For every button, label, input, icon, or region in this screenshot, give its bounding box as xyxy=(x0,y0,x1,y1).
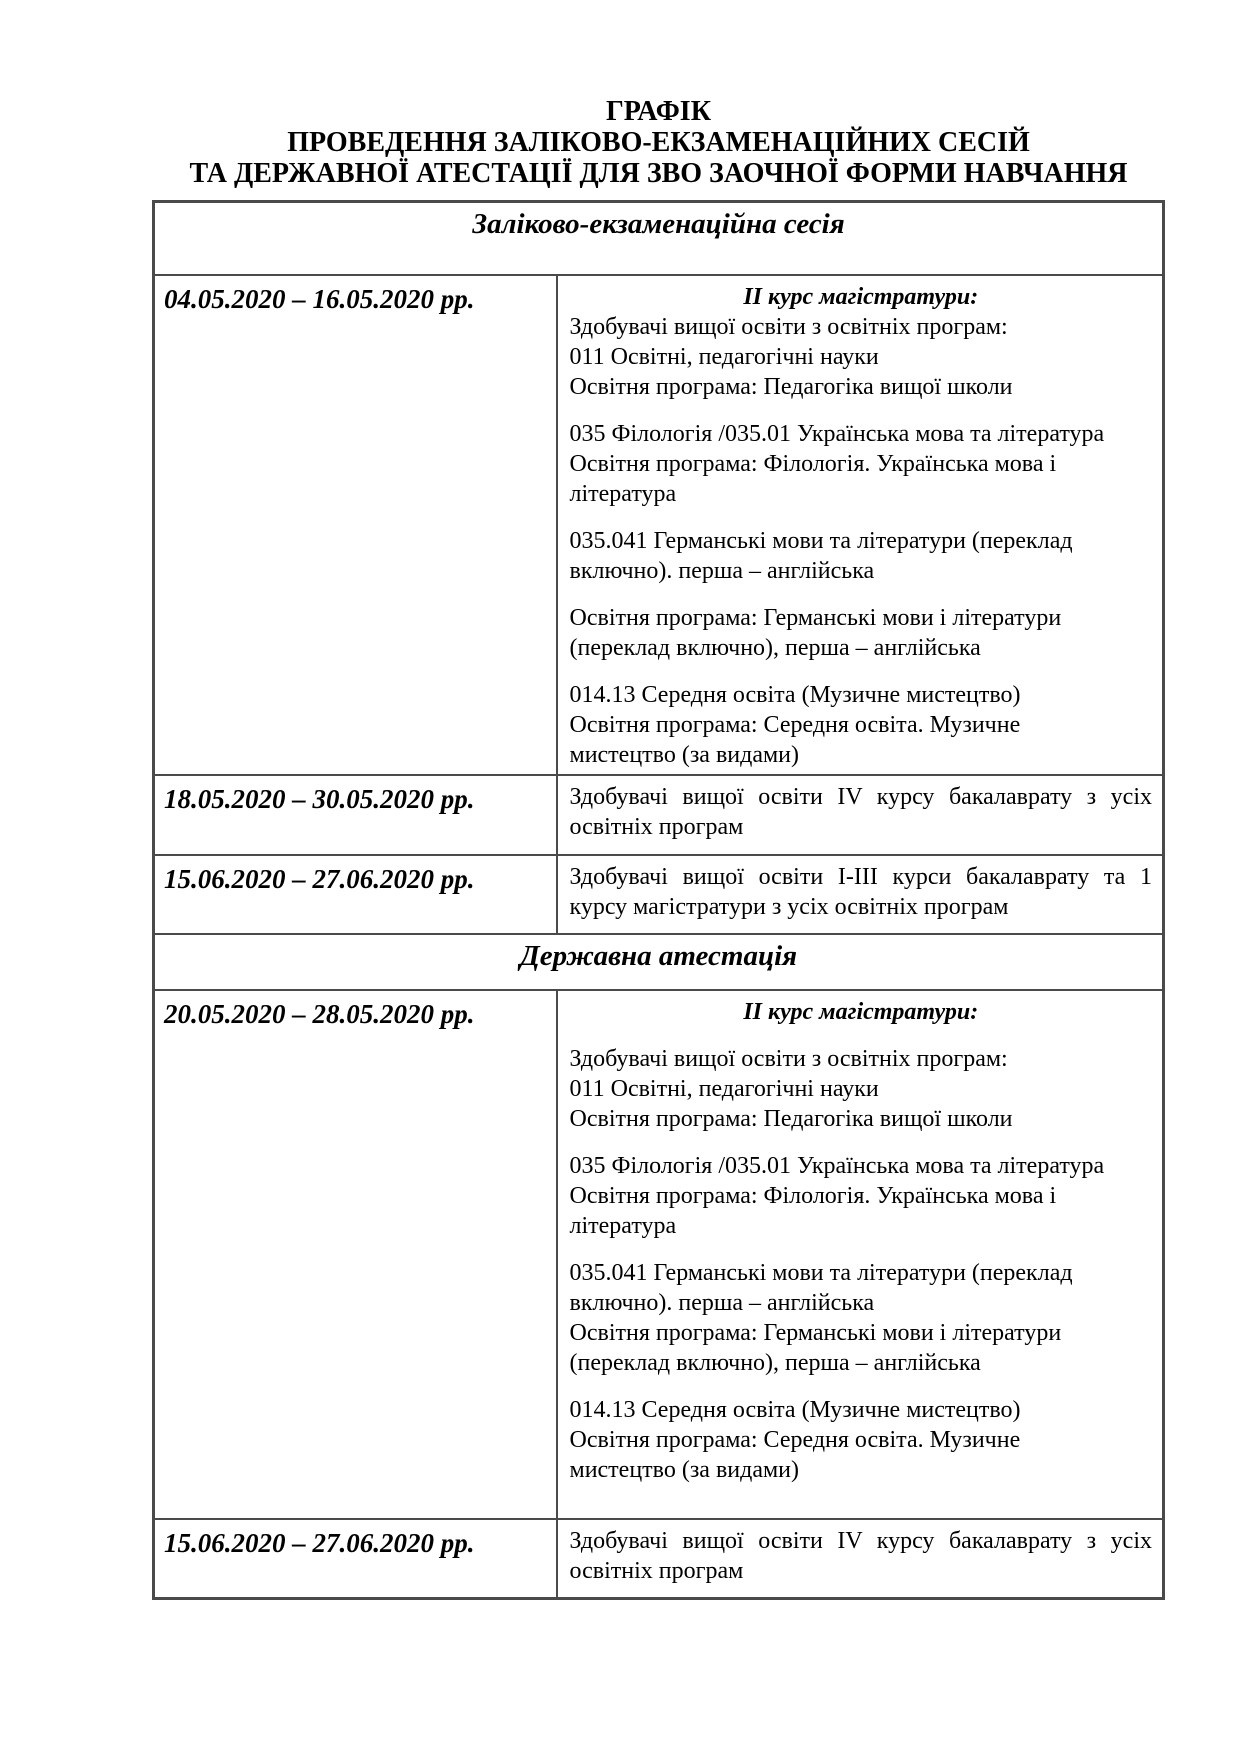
content-line: Освітня програма: Середня освіта. Музичне xyxy=(569,1426,1021,1453)
content-gap xyxy=(570,663,1153,680)
section-header-exam-session: Заліково-екзаменаційна сесія xyxy=(154,202,1164,275)
content-line: 035.041 Германські мови та літератури (переклад xyxy=(569,527,1073,554)
content-line: 014.13 Середня освіта (Музичне мистецтво) xyxy=(569,1396,1021,1423)
content-line: 035 Філологія /035.01 Українська мова та література xyxy=(569,1152,1105,1179)
content-gap xyxy=(570,1241,1153,1258)
content-line: 011 Освітні, педагогічні науки xyxy=(569,1075,879,1102)
course-heading: ІІ курс магістратури: xyxy=(743,998,979,1025)
content-line: література xyxy=(569,480,677,507)
content-line: 035.041 Германські мови та літератури (переклад xyxy=(569,1259,1073,1286)
description-cell-r2 xyxy=(557,775,1164,855)
content-gap xyxy=(570,402,1153,419)
date-range: 18.05.2020 – 30.05.2020 рр. xyxy=(164,783,475,814)
course-heading: ІІ курс магістратури: xyxy=(743,283,979,310)
content-gap xyxy=(570,1134,1153,1151)
content-line: (переклад включно), перша – англійська xyxy=(569,1349,981,1376)
date-cell-r1 xyxy=(154,275,557,775)
document-title-line-3: ТА ДЕРЖАВНОЇ АТЕСТАЦІЇ ДЛЯ ЗВО ЗАОЧНОЇ ФОРМИ НАВЧАННЯ xyxy=(189,158,1128,189)
document-title-line-1: ГРАФІК xyxy=(605,96,712,127)
content-line: Освітня програма: Германські мови і літератури xyxy=(569,604,1062,631)
program-list xyxy=(570,312,1153,770)
content-gap xyxy=(570,1027,1153,1044)
description-text: Здобувачі вищої освіти І-ІІІ курси бакалаврату та 1 курсу магістратури з усіх освітніх програм xyxy=(569,863,1152,920)
date-range: 15.06.2020 – 27.06.2020 рр. xyxy=(164,1527,475,1558)
content-line: Освітня програма: Філологія. Українська мова і xyxy=(569,1182,1057,1209)
content-line: 035 Філологія /035.01 Українська мова та література xyxy=(569,420,1105,447)
content-line: включно). перша – англійська xyxy=(569,557,875,584)
program-list xyxy=(570,1027,1153,1485)
content-line: 011 Освітні, педагогічні науки xyxy=(569,343,879,370)
content-line: література xyxy=(569,1212,677,1239)
section-header-state-attestation: Державна атестація xyxy=(154,934,1164,990)
description-text: Здобувачі вищої освіти ІV курсу бакалаврату з усіх освітніх програм xyxy=(569,783,1152,840)
date-cell-r4 xyxy=(154,990,557,1519)
section-row-state-attestation xyxy=(154,934,1164,990)
date-cell-r2 xyxy=(154,775,557,855)
description-text: Здобувачі вищої освіти ІV курсу бакалаврату з усіх освітніх програм xyxy=(569,1527,1152,1584)
content-line: Освітня програма: Германські мови і літератури xyxy=(569,1319,1062,1346)
table-row xyxy=(154,275,1164,775)
date-range: 20.05.2020 – 28.05.2020 рр. xyxy=(164,998,475,1029)
content-line: мистецтво (за видами) xyxy=(569,1456,800,1483)
content-gap xyxy=(570,1378,1153,1395)
content-line: Здобувачі вищої освіти з освітніх програм: xyxy=(569,1045,1008,1072)
content-line: Здобувачі вищої освіти з освітніх програм: xyxy=(569,313,1008,340)
table-row xyxy=(154,775,1164,855)
table-row xyxy=(154,1519,1164,1599)
schedule-table xyxy=(152,200,1165,1600)
table-row xyxy=(154,855,1164,934)
date-range: 04.05.2020 – 16.05.2020 рр. xyxy=(164,283,475,314)
content-line: Освітня програма: Філологія. Українська мова і xyxy=(569,450,1057,477)
description-cell-r1 xyxy=(557,275,1164,775)
content-line: Освітня програма: Середня освіта. Музичне xyxy=(569,711,1021,738)
date-range: 15.06.2020 – 27.06.2020 рр. xyxy=(164,863,475,894)
document-title xyxy=(152,96,1165,189)
content-line: (переклад включно), перша – англійська xyxy=(569,634,981,661)
description-cell-r5 xyxy=(557,1519,1164,1599)
description-cell-r4 xyxy=(557,990,1164,1519)
content-gap xyxy=(570,509,1153,526)
content-line: Освітня програма: Педагогіка вищої школи xyxy=(569,1105,1013,1132)
content-line: включно). перша – англійська xyxy=(569,1289,875,1316)
section-row-exam-session xyxy=(154,202,1164,275)
content-line: мистецтво (за видами) xyxy=(569,741,800,768)
date-cell-r3 xyxy=(154,855,557,934)
content-line: 014.13 Середня освіта (Музичне мистецтво) xyxy=(569,681,1021,708)
date-cell-r5 xyxy=(154,1519,557,1599)
content-line: Освітня програма: Педагогіка вищої школи xyxy=(569,373,1013,400)
document-title-line-2: ПРОВЕДЕННЯ ЗАЛІКОВО-ЕКЗАМЕНАЦІЙНИХ СЕСІЙ xyxy=(287,127,1030,158)
table-row xyxy=(154,990,1164,1519)
content-gap xyxy=(570,586,1153,603)
description-cell-r3 xyxy=(557,855,1164,934)
